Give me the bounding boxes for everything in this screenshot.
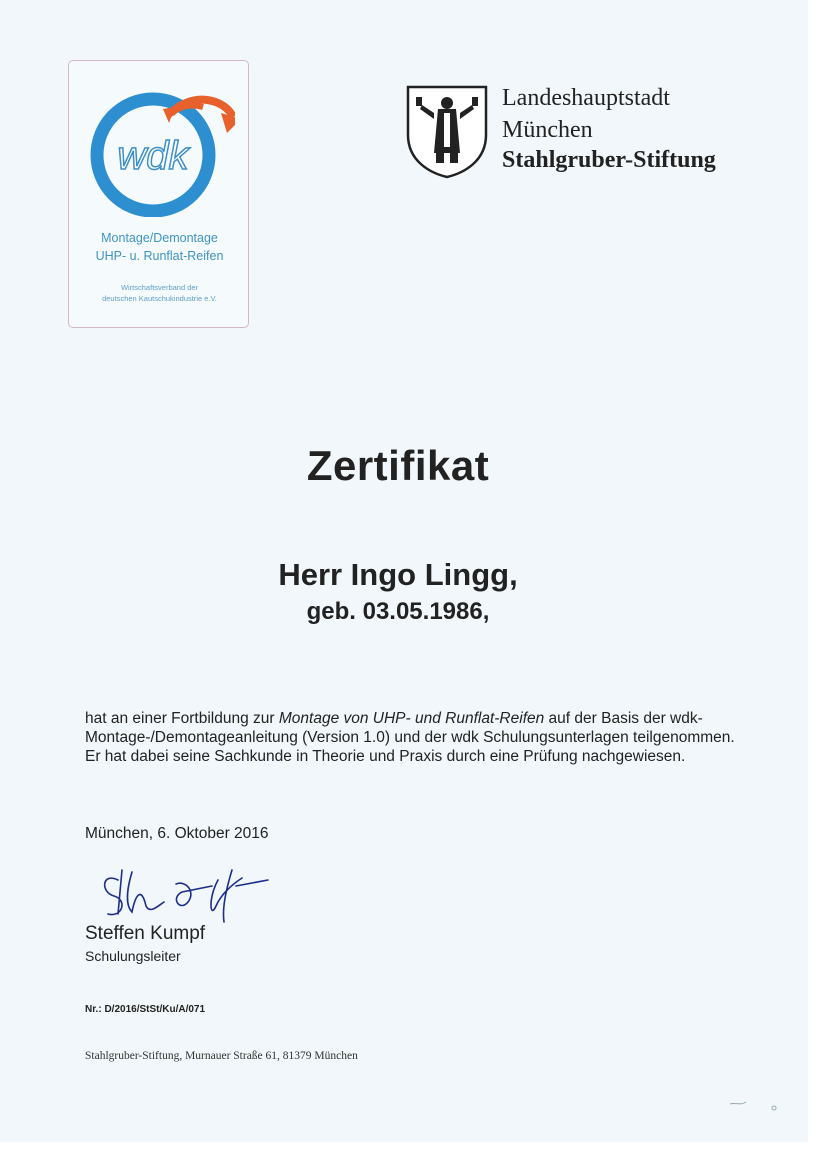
issuer-line2: München <box>502 117 593 143</box>
certificate-number: Nr.: D/2016/StSt/Ku/A/071 <box>85 1004 206 1015</box>
scan-margin-right <box>808 0 816 1169</box>
wdk-logo-card <box>68 60 249 328</box>
wdk-logo-icon <box>85 77 235 217</box>
body-part1-end: auf der Basis der wdk-Montage-/Demontageanleitung (Version 1.0) und der wdk Schulungsunterlagen teilgenommen. <box>85 710 735 746</box>
wdk-logo-line2: UHP- u. Runflat-Reifen <box>95 249 224 263</box>
body-part1: hat an einer Fortbildung zur <box>85 710 279 727</box>
certificate-body <box>85 709 745 766</box>
munich-crest-icon <box>404 83 490 179</box>
recipient-name: Herr Ingo Lingg, <box>278 557 518 592</box>
wdk-logo-small1: Wirtschaftsverband der <box>120 283 199 292</box>
recipient-birth: geb. 03.05.1986, <box>306 598 490 625</box>
scan-margin-bottom <box>0 1142 816 1169</box>
certificate-title: Zertifikat <box>306 442 490 489</box>
place-date: München, 6. Oktober 2016 <box>85 825 269 842</box>
wdk-logo-small2: deutschen Kautschukindustrie e.V. <box>102 294 217 303</box>
issuer-line1: Landeshauptstadt <box>502 85 670 111</box>
signer-name: Steffen Kumpf <box>85 923 206 944</box>
signer-role: Schulungsleiter <box>85 948 181 964</box>
body-part1-italic: Montage von UHP- und Runflat-Reifen <box>278 710 545 727</box>
wdk-logo-line1: Montage/Demontage <box>101 231 218 245</box>
scan-specks <box>720 1090 790 1120</box>
issuer-line3: Stahlgruber-Stiftung <box>502 147 716 173</box>
body-part2: Er hat dabei seine Sachkunde in Theorie und Praxis durch eine Prüfung nachgewiesen. <box>85 748 686 765</box>
footer-address: Stahlgruber-Stiftung, Murnauer Straße 61, 81379 München <box>85 1050 358 1062</box>
signature-icon <box>92 862 272 924</box>
wdk-logo-text: wdk <box>117 134 189 178</box>
